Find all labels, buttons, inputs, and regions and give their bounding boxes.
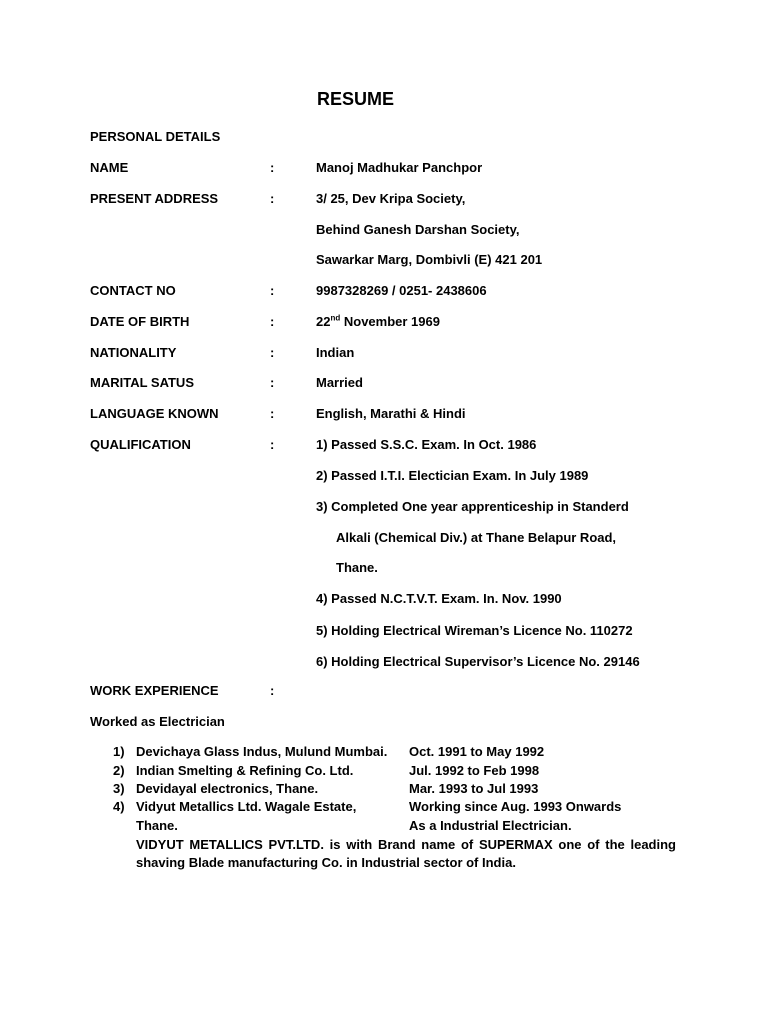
- marital-value: Married: [316, 375, 363, 390]
- qualification-item: 6) Holding Electrical Supervisor’s Licence No. 29146: [316, 654, 640, 669]
- experience-company: Indian Smelting & Refining Co. Ltd.: [136, 763, 354, 778]
- experience-period: Jul. 1992 to Feb 1998: [409, 763, 540, 778]
- qualification-item: 5) Holding Electrical Wireman’s Licence No. 110272: [316, 623, 633, 638]
- experience-period: Oct. 1991 to May 1992: [409, 744, 545, 759]
- contact-label: CONTACT NO: [90, 283, 176, 298]
- resume-title: RESUME: [317, 89, 395, 109]
- name-value: Manoj Madhukar Panchpor: [316, 160, 483, 175]
- experience-number: 3): [113, 781, 125, 796]
- dob-month-year: November 1969: [340, 314, 440, 329]
- qualification-item-continued: Alkali (Chemical Div.) at Thane Belapur Road,: [336, 530, 617, 545]
- work-subheading: Worked as Electrician: [90, 714, 225, 729]
- address-label: PRESENT ADDRESS: [90, 191, 219, 206]
- experience-number: 4): [113, 799, 125, 814]
- nationality-value: Indian: [316, 345, 355, 360]
- language-label: LANGUAGE KNOWN: [90, 406, 219, 421]
- dob-suffix: nd: [330, 313, 341, 323]
- address-line-1: 3/ 25, Dev Kripa Society,: [316, 191, 466, 206]
- company-description: VIDYUT METALLICS PVT.LTD. is with Brand name of SUPERMAX one of the leading shaving Blade manufacturing Co. in Industrial sector of India.: [136, 837, 676, 870]
- work-experience-heading: WORK EXPERIENCE: [90, 683, 219, 698]
- experience-company: Vidyut Metallics Ltd. Wagale Estate,: [136, 799, 357, 814]
- experience-company: Devidayal electronics, Thane.: [136, 781, 319, 796]
- marital-label: MARITAL SATUS: [90, 375, 194, 390]
- nationality-label: NATIONALITY: [90, 345, 177, 360]
- dob-colon: :: [270, 314, 275, 329]
- qualification-colon: :: [270, 437, 275, 452]
- contact-colon: :: [270, 283, 275, 298]
- dob-label: DATE OF BIRTH: [90, 314, 190, 329]
- qualification-item: 1) Passed S.S.C. Exam. In Oct. 1986: [316, 437, 537, 452]
- experience-period: Mar. 1993 to Jul 1993: [409, 781, 539, 796]
- contact-value: 9987328269 / 0251- 2438606: [316, 283, 487, 298]
- experience-period: Working since Aug. 1993 Onwards: [409, 799, 622, 814]
- marital-colon: :: [270, 375, 275, 390]
- personal-details-heading: PERSONAL DETAILS: [90, 129, 221, 144]
- experience-number: 1): [113, 744, 125, 759]
- qualification-item: 3) Completed One year apprenticeship in Standerd: [316, 499, 629, 514]
- dob-value: [316, 314, 440, 330]
- nationality-colon: :: [270, 345, 275, 360]
- name-label: NAME: [90, 160, 129, 175]
- language-colon: :: [270, 406, 275, 421]
- dob-day: 22: [316, 314, 331, 329]
- experience-number: 2): [113, 763, 125, 778]
- language-value: English, Marathi & Hindi: [316, 406, 466, 421]
- qualification-item-continued: Thane.: [336, 560, 378, 575]
- address-line-3: Sawarkar Marg, Dombivli (E) 421 201: [316, 252, 543, 267]
- address-colon: :: [270, 191, 275, 206]
- name-colon: :: [270, 160, 275, 175]
- experience-company-continued: Thane.: [136, 818, 178, 833]
- qualification-label: QUALIFICATION: [90, 437, 191, 452]
- qualification-item: 2) Passed I.T.I. Electician Exam. In July 1989: [316, 468, 589, 483]
- experience-role: As a Industrial Electrician.: [409, 818, 572, 833]
- work-experience-colon: :: [270, 683, 275, 698]
- address-line-2: Behind Ganesh Darshan Society,: [316, 222, 520, 237]
- qualification-item: 4) Passed N.C.T.V.T. Exam. In. Nov. 1990: [316, 591, 562, 606]
- experience-company: Devichaya Glass Indus, Mulund Mumbai.: [136, 744, 388, 759]
